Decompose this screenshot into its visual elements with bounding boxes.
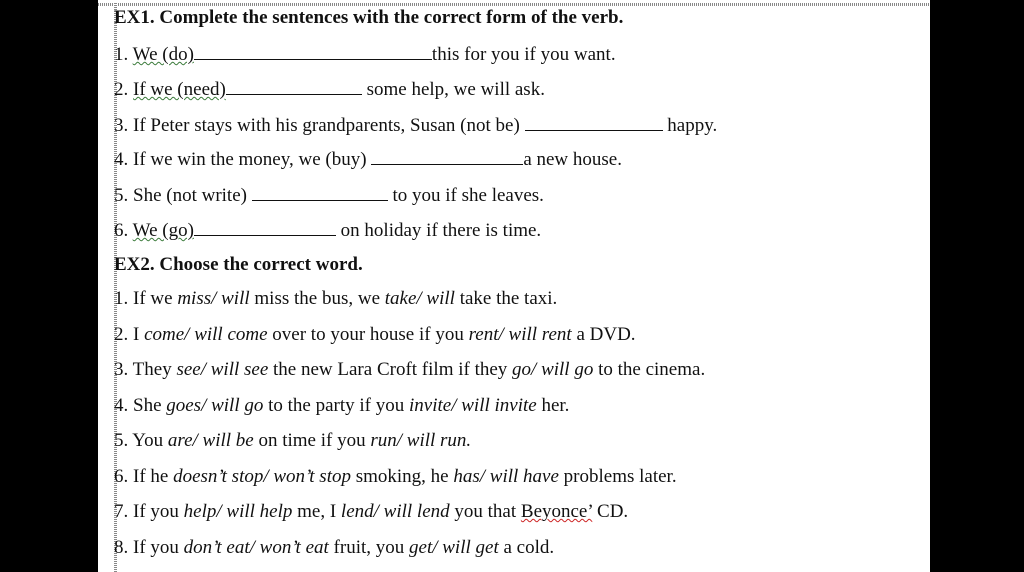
ex2-item-1: 1. If we miss/ will miss the bus, we take/ will take the taxi. bbox=[114, 288, 558, 309]
verb-option[interactable]: run/ will run. bbox=[370, 430, 472, 451]
verb-option[interactable]: has/ will have bbox=[453, 466, 559, 487]
verb-option[interactable]: rent/ will rent bbox=[468, 324, 572, 345]
ex2-item-8: 8. If you don’t eat/ won’t eat fruit, you get/ will get a cold. bbox=[114, 537, 555, 558]
ex1-item-5: 5. She (not write) to you if she leaves. bbox=[114, 185, 544, 206]
verb-option[interactable]: help/ will help bbox=[183, 501, 293, 522]
ex2-item-4: 4. She goes/ will go to the party if you invite/ will invite her. bbox=[114, 395, 570, 416]
verb-option[interactable]: take/ will bbox=[384, 288, 455, 309]
verb-option[interactable]: lend/ will lend bbox=[340, 501, 450, 522]
verb-option[interactable]: come/ will come bbox=[144, 324, 268, 345]
ex2-item-7: 7. If you help/ will help me, I lend/ will lend you that Beyonce’ CD. bbox=[114, 501, 629, 522]
verb-option[interactable]: invite/ will invite bbox=[409, 395, 537, 416]
top-border bbox=[98, 3, 930, 6]
verb-option[interactable]: miss/ will bbox=[177, 288, 250, 309]
answer-blank[interactable] bbox=[252, 183, 388, 201]
ex2-item-5: 5. You are/ will be on time if you run/ will run. bbox=[114, 430, 472, 451]
ex1-item-3: 3. If Peter stays with his grandparents, Susan (not be) happy. bbox=[114, 115, 718, 136]
verb-option[interactable]: are/ will be bbox=[167, 430, 254, 451]
ex1-item-1: 1. We (do) this for you if you want. bbox=[114, 44, 616, 65]
ex2-heading: EX2. Choose the correct word. bbox=[114, 254, 363, 275]
answer-blank[interactable] bbox=[194, 42, 432, 60]
answer-blank[interactable] bbox=[371, 147, 523, 165]
ex1-heading: EX1. Complete the sentences with the correct form of the verb. bbox=[114, 7, 624, 28]
ex1-item-4: 4. If we win the money, we (buy) a new house. bbox=[114, 149, 622, 170]
worksheet-page bbox=[98, 0, 930, 572]
verb-option[interactable]: get/ will get bbox=[409, 537, 499, 558]
answer-blank[interactable] bbox=[226, 77, 362, 95]
spellcheck-word: Beyonce’ bbox=[520, 501, 593, 522]
ex1-item-6: 6. We (go) on holiday if there is time. bbox=[114, 220, 542, 241]
answer-blank[interactable] bbox=[525, 113, 663, 131]
verb-option[interactable]: see/ will see bbox=[176, 359, 269, 380]
answer-blank[interactable] bbox=[194, 218, 336, 236]
ex2-item-6: 6. If he doesn’t stop/ won’t stop smoking, he has/ will have problems later. bbox=[114, 466, 677, 487]
verb-option[interactable]: doesn’t stop/ won’t stop bbox=[173, 466, 351, 487]
ex2-item-2: 2. I come/ will come over to your house if you rent/ will rent a DVD. bbox=[114, 324, 636, 345]
verb-option[interactable]: goes/ will go bbox=[166, 395, 264, 416]
verb-option[interactable]: go/ will go bbox=[512, 359, 594, 380]
verb-option[interactable]: don’t eat/ won’t eat bbox=[183, 537, 329, 558]
ex2-item-3: 3. They see/ will see the new Lara Croft film if they go/ will go to the cinema. bbox=[114, 359, 706, 380]
ex1-item-2: 2. If we (need) some help, we will ask. bbox=[114, 79, 545, 100]
